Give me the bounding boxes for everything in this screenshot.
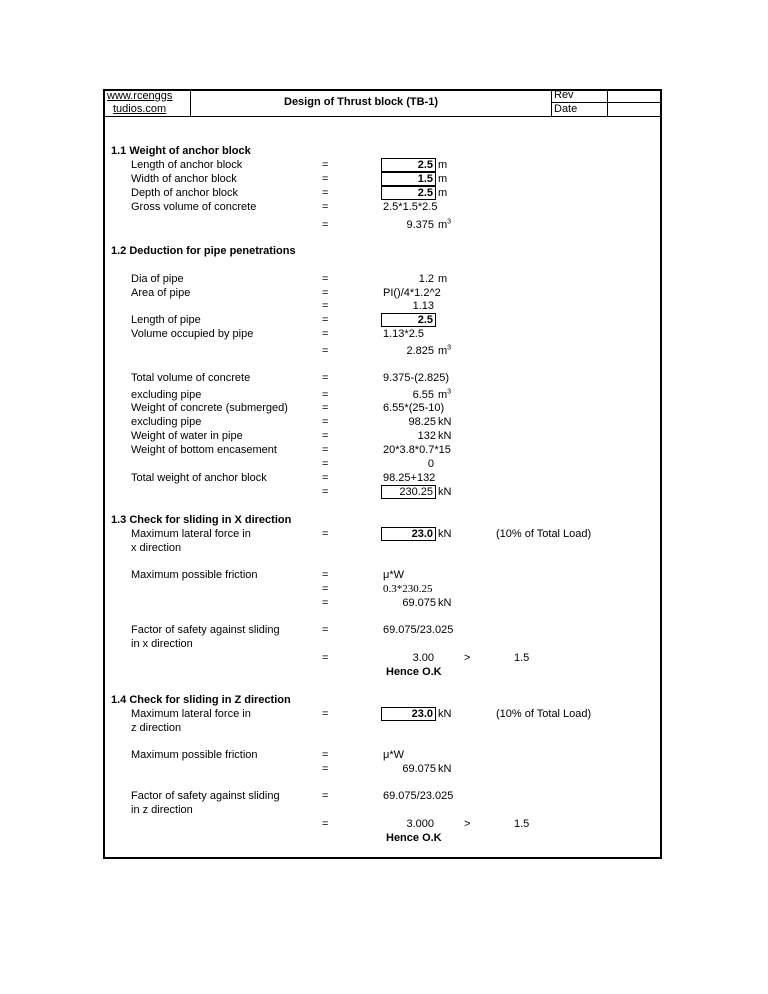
eq-sign: = [322,201,329,213]
friction-x-label: Maximum possible friction [131,569,258,581]
total-weight-label: Total weight of anchor block [131,472,267,484]
lateral-force-x-value: 23.0 [411,528,433,540]
lateral-force-x-label: Maximum lateral force in [131,528,251,540]
eq-sign: = [322,300,329,312]
eq-sign: = [322,749,329,761]
document-title: Design of Thrust block (TB-1) [284,96,438,108]
eq-sign: = [322,402,329,414]
section-1-3-heading: 1.3 Check for sliding in X direction [111,514,292,526]
bottom-encasement-label: Weight of bottom encasement [131,444,277,456]
friction-x-expr: μ*W [383,569,405,581]
eq-sign: = [322,273,329,285]
fos-x-label: Factor of safety against sliding [131,624,280,636]
water-weight-value: 132 [417,430,436,442]
lateral-force-z-value: 23.0 [411,708,433,720]
width-value: 1.5 [417,173,433,185]
site-link-line1[interactable]: www.rcenggs [107,90,173,102]
eq-sign: = [322,763,329,775]
gross-volume-expr: 2.5*1.5*2.5 [383,201,438,213]
unit-kn: kN [438,430,452,442]
eq-sign: = [322,389,329,401]
eq-sign: = [322,187,329,199]
eq-sign: = [322,328,329,340]
date-value-cell [607,102,662,117]
unit-m: m [438,159,448,171]
fos-x-label-2: in x direction [131,638,193,650]
date-label: Date [554,103,578,115]
pipe-dia-label: Dia of pipe [131,273,184,285]
pipe-volume-value: 2.825 [406,345,434,357]
width-label: Width of anchor block [131,173,237,185]
eq-sign: = [322,818,329,830]
eq-sign: = [322,159,329,171]
fos-z-limit: 1.5 [514,818,530,830]
lateral-force-x-note: (10% of Total Load) [496,528,592,540]
fos-x-expr: 69.075/23.025 [383,624,454,636]
unit-kn: kN [438,416,452,428]
fos-x-value: 3.00 [412,652,434,664]
pipe-volume-expr: 1.13*2.5 [383,328,424,340]
greater-than: > [464,652,471,664]
eq-sign: = [322,624,329,636]
bottom-encasement-expr: 20*3.8*0.7*15 [383,444,451,456]
fos-z-result: Hence O.K [386,832,442,844]
eq-sign: = [322,345,329,357]
concrete-weight-value: 98.25 [408,416,436,428]
eq-sign: = [322,416,329,428]
fos-z-label-2: in z direction [131,804,193,816]
pipe-area-value: 1.13 [412,300,434,312]
gross-volume-label: Gross volume of concrete [131,201,257,213]
concrete-weight-expr: 6.55*(25-10) [383,402,445,414]
depth-label: Depth of anchor block [131,187,239,199]
unit-kn: kN [438,528,452,540]
lateral-force-z-label: Maximum lateral force in [131,708,251,720]
eq-sign: = [322,444,329,456]
pipe-volume-label: Volume occupied by pipe [131,328,254,340]
eq-sign: = [322,173,329,185]
water-weight-label: Weight of water in pipe [131,430,243,442]
eq-sign: = [322,583,329,595]
unit-m3: $m^3$ [438,388,452,401]
fos-x-limit: 1.5 [514,652,530,664]
bottom-encasement-value: 0 [427,458,434,470]
excluding-pipe-label: excluding pipe [131,389,202,401]
eq-sign: = [322,219,329,231]
pipe-area-label: Area of pipe [131,287,191,299]
friction-x-expr-2: 0.3*230.25 [383,583,433,595]
gross-volume-value: 9.375 [406,219,434,231]
eq-sign: = [322,458,329,470]
eq-sign: = [322,790,329,802]
eq-sign: = [322,430,329,442]
eq-sign: = [322,652,329,664]
rev-value-cell [607,89,662,103]
greater-than: > [464,818,471,830]
total-weight-expr: 98.25+132 [383,472,436,484]
unit-kn: kN [438,597,452,609]
pipe-length-value: 2.5 [417,314,433,326]
excluding-pipe-label: excluding pipe [131,416,202,428]
site-link-line2[interactable]: tudios.com [113,103,167,115]
fos-z-expr: 69.075/23.025 [383,790,454,802]
section-1-1-heading: 1.1 Weight of anchor block [111,145,251,157]
total-volume-expr: 9.375-(2.825) [383,372,450,384]
section-1-2-heading: 1.2 Deduction for pipe penetrations [111,245,296,257]
net-volume-value: 6.55 [412,389,434,401]
eq-sign: = [322,597,329,609]
lateral-force-z-label-2: z direction [131,722,182,734]
depth-value: 2.5 [417,187,433,199]
unit-m3: $m^3$ [438,344,452,357]
unit-kn: kN [438,763,452,775]
eq-sign: = [322,708,329,720]
eq-sign: = [322,372,329,384]
pipe-area-expr: PI()/4*1.2^2 [383,287,441,299]
unit-m: m [438,273,448,285]
eq-sign: = [322,472,329,484]
header [103,89,662,117]
unit-kn: kN [438,486,452,498]
section-1-4-heading: 1.4 Check for sliding in Z direction [111,694,291,706]
unit-m: m [438,187,448,199]
fos-x-result: Hence O.K [386,666,442,678]
eq-sign: = [322,528,329,540]
unit-m3: $m^3$ [438,218,452,231]
pipe-length-label: Length of pipe [131,314,201,326]
eq-sign: = [322,569,329,581]
lateral-force-x-label-2: x direction [131,542,182,554]
total-volume-label: Total volume of concrete [131,372,251,384]
length-label: Length of anchor block [131,159,243,171]
friction-z-value: 69.075 [402,763,436,775]
pipe-dia-value: 1.2 [418,273,434,285]
eq-sign: = [322,486,329,498]
length-value: 2.5 [417,159,433,171]
friction-z-label: Maximum possible friction [131,749,258,761]
unit-m: m [438,173,448,185]
eq-sign: = [322,314,329,326]
lateral-force-z-note: (10% of Total Load) [496,708,592,720]
fos-z-label: Factor of safety against sliding [131,790,280,802]
rev-label: Rev [554,89,574,101]
concrete-weight-label: Weight of concrete (submerged) [131,402,288,414]
unit-kn: kN [438,708,452,720]
fos-z-value: 3.000 [406,818,434,830]
total-weight-value: 230.25 [399,486,433,498]
friction-z-expr: μ*W [383,749,405,761]
eq-sign: = [322,287,329,299]
friction-x-value: 69.075 [402,597,436,609]
